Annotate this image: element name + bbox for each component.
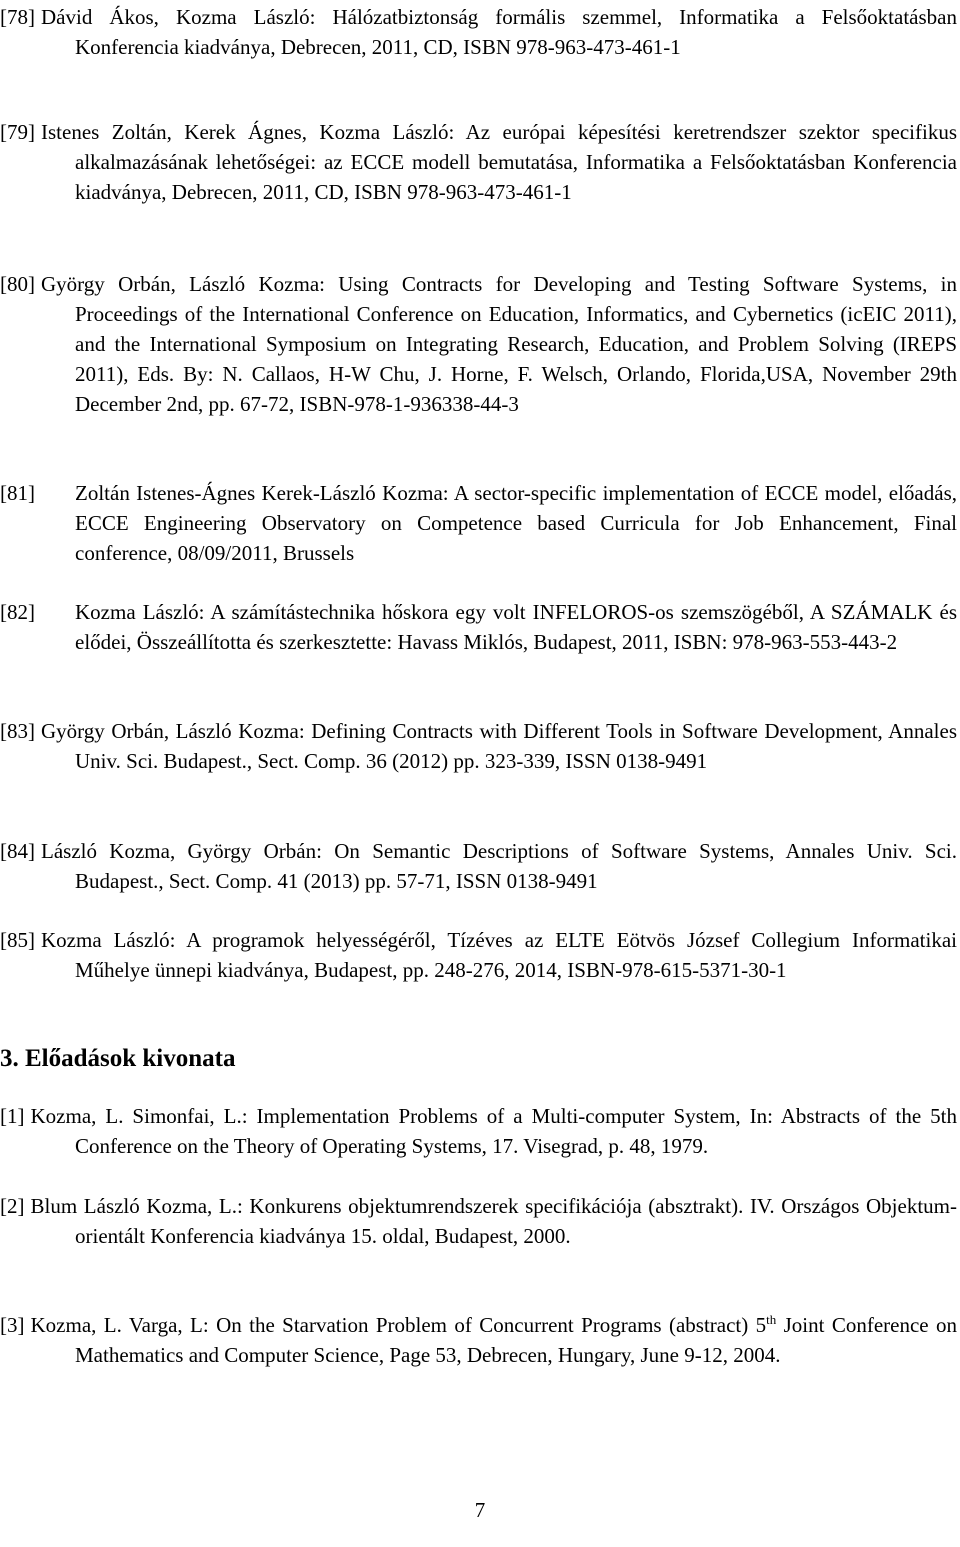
reference-number: [81] xyxy=(0,481,35,505)
reference-text: Kozma, L. Simonfai, L.: Implementation Problems of a Multi-computer System, In: Abstracts of the 5th Conference on the Theory of Operating Systems, 17. Visegrad, p. 48, 1979. xyxy=(30,1104,957,1158)
reference-80 xyxy=(0,269,957,419)
reference-text: Blum László Kozma, L.: Konkurens objektumrendszerek specifikációja (absztrakt). IV. Országos Objektum-orientált Konferencia kiadványa 15. oldal, Budapest, 2000. xyxy=(30,1194,957,1248)
reference-text: Kozma László: A programok helyességéről, Tízéves az ELTE Eötvös József Collegium Informatikai Műhelye ünnepi kiadványa, Budapest, pp. 248-276, 2014, ISBN-978-615-5371-30-1 xyxy=(41,928,957,982)
reference-text: Kozma László: A számítástechnika hőskora egy volt INFELOROS-os szemszögéből, A SZÁMALK és elődei, Összeállította és szerkesztette: Havass Miklós, Budapest, 2011, ISBN: 978-963-553-443-2 xyxy=(75,600,957,654)
reference-84 xyxy=(0,836,957,896)
abstract-2 xyxy=(0,1191,957,1251)
page-number: 7 xyxy=(474,1498,486,1522)
section-heading: 3. Előadások kivonata xyxy=(0,1045,236,1072)
reference-text: Dávid Ákos, Kozma László: Hálózatbiztonság formális szemmel, Informatika a Felsőoktatásban Konferencia kiadványa, Debrecen, 2011, CD, ISBN 978-963-473-461-1 xyxy=(41,5,957,59)
reference-number: [3] xyxy=(0,1313,25,1337)
superscript: th xyxy=(766,1312,777,1327)
abstract-3 xyxy=(0,1310,957,1370)
reference-text: György Orbán, László Kozma: Using Contracts for Developing and Testing Software Systems, in Proceedings of the International Conference on Education, Informatics, and Cybernetics (icEIC 2011), and the International Symposium on Integrating Research, Education, and Problem Solving (IREPS 2011), Eds. By: N. Callaos, H-W Chu, J. Horne, F. Welsch, Orlando, Florida,USA, November 29th December 2nd, pp. 67-72, ISBN-978-1-936338-44-3 xyxy=(41,272,957,416)
reference-text: Kozma, L. Varga, L: On the Starvation Problem of Concurrent Programs (abstract) 5 xyxy=(30,1313,767,1337)
reference-text-continued: Joint Conference on Mathematics and Computer Science, Page 53, Debrecen, Hungary, June 9-12, 2004. xyxy=(75,1313,957,1367)
reference-text: Zoltán Istenes-Ágnes Kerek-László Kozma: A sector-specific implementation of ECCE model, előadás, ECCE Engineering Observatory on Competence based Curricula for Job Enhancement, Final conference, 08/09/2011, Brussels xyxy=(75,481,957,565)
reference-85 xyxy=(0,925,957,985)
reference-number: [85] xyxy=(0,928,35,952)
reference-79 xyxy=(0,117,957,207)
reference-text: Istenes Zoltán, Kerek Ágnes, Kozma László: Az európai képesítési keretrendszer szektor specifikus alkalmazásának lehetőségei: az ECCE modell bemutatása, Informatika a Felsőoktatásban Konferencia kiadványa, Debrecen, 2011, CD, ISBN 978-963-473-461-1 xyxy=(41,120,957,204)
reference-number: [83] xyxy=(0,719,35,743)
reference-83 xyxy=(0,716,957,776)
reference-number: [1] xyxy=(0,1104,25,1128)
reference-82 xyxy=(0,597,957,657)
reference-text: György Orbán, László Kozma: Defining Contracts with Different Tools in Software Development, Annales Univ. Sci. Budapest., Sect. Comp. 36 (2012) pp. 323-339, ISSN 0138-9491 xyxy=(41,719,957,773)
reference-number: [78] xyxy=(0,5,35,29)
reference-81 xyxy=(0,478,957,568)
reference-number: [84] xyxy=(0,839,35,863)
reference-text: László Kozma, György Orbán: On Semantic Descriptions of Software Systems, Annales Univ. Sci. Budapest., Sect. Comp. 41 (2013) pp. 57-71, ISSN 0138-9491 xyxy=(41,839,957,893)
reference-78 xyxy=(0,2,957,62)
reference-number: [82] xyxy=(0,600,35,624)
reference-number: [79] xyxy=(0,120,35,144)
reference-number: [80] xyxy=(0,272,35,296)
abstract-1 xyxy=(0,1101,957,1161)
reference-number: [2] xyxy=(0,1194,25,1218)
